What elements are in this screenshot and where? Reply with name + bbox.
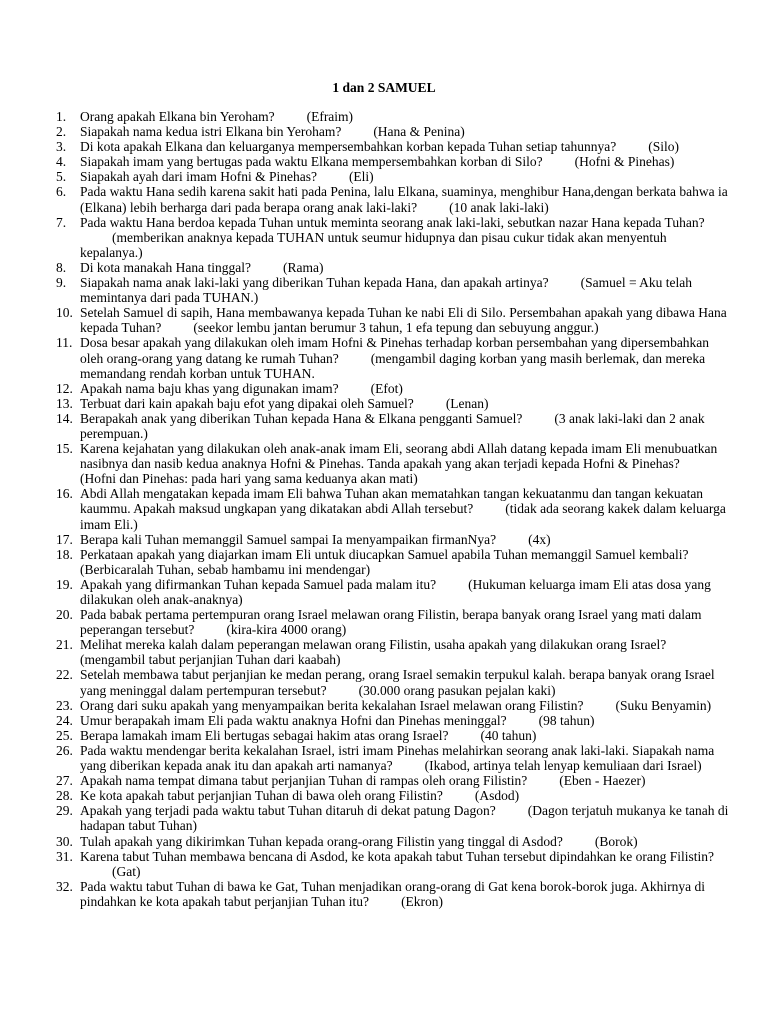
question-text: Siapakah ayah dari imam Hofni & Pinehas? bbox=[80, 169, 317, 185]
question-answer: (Eben - Haezer) bbox=[559, 773, 646, 789]
question-text: Berapa lamakah imam Eli bertugas sebagai hakim atas orang Israel? bbox=[80, 727, 449, 743]
question-text: Siapakah nama kedua istri Elkana bin Yeroham? bbox=[80, 124, 342, 140]
question-answer: (Silo) bbox=[648, 139, 679, 155]
question-answer: (mengambil daging korban yang masih berlemak, dan mereka memandang rendah korban untuk TUHAN. bbox=[80, 350, 706, 381]
question-answer: (seekor lembu jantan berumur 3 tahun, 1 efa tepung dan sebuyung anggur.) bbox=[193, 320, 599, 336]
question-answer: (Asdod) bbox=[474, 788, 520, 804]
question-text: Terbuat dari kain apakah baju efot yang dipakai oleh Samuel? bbox=[80, 395, 414, 411]
question-answer: (memberikan anaknya kepada TUHAN untuk seumur hidupnya dan pisau cukur tidak akan menyentuh kepalanya.) bbox=[80, 229, 667, 260]
question-number: 29. bbox=[56, 803, 73, 819]
question-text: Di kota apakah Elkana dan keluarganya mempersembahkan korban kepada Tuhan setiap tahunnya? bbox=[80, 139, 617, 155]
question-text: Berapakah anak yang diberikan Tuhan kepada Hana & Elkana pengganti Samuel? bbox=[80, 410, 523, 426]
question-text: Berapa kali Tuhan memanggil Samuel sampai Ia menyampaikan firmanNya? bbox=[80, 531, 497, 547]
question-number: 24. bbox=[56, 712, 73, 728]
question-number: 21. bbox=[56, 637, 73, 653]
question-number: 5. bbox=[56, 169, 67, 185]
question-item bbox=[56, 275, 730, 305]
question-number: 2. bbox=[56, 124, 67, 140]
question-text: Setelah membawa tabut perjanjian ke medan perang, orang Israel semakin terpukul kalah. berapa banyak orang Israel yang meninggal dalam pertempuran tersebut? bbox=[80, 667, 715, 698]
question-item bbox=[56, 305, 730, 335]
question-text: Melihat mereka kalah dalam peperangan melawan orang Filistin, usaha apakah yang dilakukan orang Israel? bbox=[80, 637, 667, 653]
question-answer: (Hana & Penina) bbox=[373, 124, 465, 140]
question-text: Perkataan apakah yang diajarkan imam Eli untuk diucapkan Samuel apabila Tuhan memanggil Samuel kembali? bbox=[80, 546, 689, 562]
question-number: 3. bbox=[56, 139, 67, 155]
question-number: 20. bbox=[56, 607, 73, 623]
question-item bbox=[56, 834, 730, 849]
question-text: Pada waktu tabut Tuhan di bawa ke Gat, Tuhan menjadikan orang-orang di Gat kena borok-borok juga. Akhirnya di pindahkan ke kota apakah tabut perjanjian Tuhan itu? bbox=[80, 878, 706, 909]
question-text: Karena tabut Tuhan membawa bencana di Asdod, ke kota apakah tabut Tuhan tersebut dipindahkan ke orang Filistin? bbox=[80, 848, 714, 864]
question-item bbox=[56, 441, 730, 486]
question-item bbox=[56, 849, 730, 879]
question-answer: (4x) bbox=[528, 531, 551, 547]
question-item bbox=[56, 139, 730, 154]
question-item bbox=[56, 879, 730, 909]
question-text: Di kota manakah Hana tinggal? bbox=[80, 259, 251, 275]
question-number: 9. bbox=[56, 275, 67, 291]
question-number: 7. bbox=[56, 214, 67, 230]
question-text: Siapakah imam yang bertugas pada waktu Elkana mempersembahkan korban di Silo? bbox=[80, 154, 543, 170]
question-number: 18. bbox=[56, 546, 73, 562]
question-item bbox=[56, 411, 730, 441]
question-number: 4. bbox=[56, 154, 67, 170]
question-text: Pada waktu Hana sedih karena sakit hati pada Penina, lalu Elkana, suaminya, menghibur Hana,dengan berkata bahwa ia (Elkana) lebih berharga dari pada berapa orang anak laki-laki? bbox=[80, 184, 728, 215]
question-answer: (Hofni & Pinehas) bbox=[574, 154, 675, 170]
question-answer: (Hofni dan Pinehas: pada hari yang sama keduanya akan mati) bbox=[80, 471, 418, 487]
question-number: 31. bbox=[56, 848, 73, 864]
question-text: Siapakah nama anak laki-laki yang diberikan Tuhan kepada Hana, dan apakah artinya? bbox=[80, 275, 549, 291]
question-text: Tulah apakah yang dikirimkan Tuhan kepada orang-orang Filistin yang tinggal di Asdod? bbox=[80, 833, 563, 849]
question-item bbox=[56, 773, 730, 788]
question-item bbox=[56, 109, 730, 124]
question-number: 1. bbox=[56, 109, 67, 124]
question-number: 22. bbox=[56, 667, 73, 683]
question-answer: (Lenan) bbox=[445, 395, 489, 411]
question-text: Orang dari suku apakah yang menyampaikan berita kekalahan Israel melawan orang Filistin? bbox=[80, 697, 584, 713]
question-number: 8. bbox=[56, 259, 67, 275]
question-number: 32. bbox=[56, 878, 73, 894]
question-item bbox=[56, 532, 730, 547]
question-item bbox=[56, 788, 730, 803]
question-number: 19. bbox=[56, 576, 73, 592]
question-number: 27. bbox=[56, 773, 73, 789]
question-item bbox=[56, 743, 730, 773]
question-list bbox=[56, 109, 730, 909]
question-text: Karena kejahatan yang dilakukan oleh anak-anak imam Eli, seorang abdi Allah datang kepada imam Eli menubuatkan nasibnya dan nasib kedua anaknya Hofni & Pinehas. Tanda apakah yang akan terjadi kepada Hofni & Pinehas? bbox=[80, 441, 718, 472]
question-text: Ke kota apakah tabut perjanjian Tuhan di bawa oleh orang Filistin? bbox=[80, 788, 443, 804]
question-item bbox=[56, 184, 730, 214]
question-text: Umur berapakah imam Eli pada waktu anaknya Hofni dan Pinehas meninggal? bbox=[80, 712, 507, 728]
question-number: 14. bbox=[56, 410, 73, 426]
question-item bbox=[56, 607, 730, 637]
question-item bbox=[56, 335, 730, 380]
question-item bbox=[56, 547, 730, 577]
question-answer: (Rama) bbox=[282, 259, 324, 275]
question-text: Apakah yang difirmankan Tuhan kepada Samuel pada malam itu? bbox=[80, 576, 437, 592]
question-text: Apakah yang terjadi pada waktu tabut Tuhan ditaruh di dekat patung Dagon? bbox=[80, 803, 496, 819]
question-item bbox=[56, 698, 730, 713]
question-answer: (Efraim) bbox=[306, 109, 354, 124]
question-number: 16. bbox=[56, 486, 73, 502]
question-answer: (kira-kira 4000 orang) bbox=[226, 622, 347, 638]
question-number: 30. bbox=[56, 833, 73, 849]
question-number: 23. bbox=[56, 697, 73, 713]
question-item bbox=[56, 577, 730, 607]
question-answer: (10 anak laki-laki) bbox=[449, 199, 549, 215]
question-answer: (Hukuman keluarga imam Eli atas dosa yang dilakukan oleh anak-anaknya) bbox=[80, 576, 711, 607]
question-answer: (3 anak laki-laki dan 2 anak perempuan.) bbox=[80, 410, 705, 441]
question-number: 28. bbox=[56, 788, 73, 804]
question-text: Pada waktu Hana berdoa kepada Tuhan untuk meminta seorang anak laki-laki, sebutkan nazar Hana kepada Tuhan? bbox=[80, 214, 705, 230]
question-answer: (Samuel = Aku telah memintanya dari pada TUHAN.) bbox=[80, 275, 693, 306]
question-number: 10. bbox=[56, 305, 73, 321]
question-item bbox=[56, 215, 730, 260]
question-item bbox=[56, 154, 730, 169]
question-item bbox=[56, 803, 730, 833]
question-item bbox=[56, 124, 730, 139]
question-answer: (Dagon terjatuh mukanya ke tanah di hadapan tabut Tuhan) bbox=[80, 803, 729, 834]
question-number: 17. bbox=[56, 531, 73, 547]
question-answer: (Borok) bbox=[594, 833, 638, 849]
question-text: Orang apakah Elkana bin Yeroham? bbox=[80, 109, 275, 124]
question-number: 6. bbox=[56, 184, 67, 200]
question-item bbox=[56, 728, 730, 743]
question-text: Setelah Samuel di sapih, Hana membawanya kepada Tuhan ke nabi Eli di Silo. Persembahan apakah yang dibawa Hana kepada Tuhan? bbox=[80, 305, 727, 336]
question-text: Dosa besar apakah yang dilakukan oleh imam Hofni & Pinehas terhadap korban persembahan yang dipersembahkan oleh orang-orang yang datang ke rumah Tuhan? bbox=[80, 335, 710, 366]
question-answer: (Eli) bbox=[348, 169, 374, 185]
question-item bbox=[56, 381, 730, 396]
question-item bbox=[56, 260, 730, 275]
question-answer: (98 tahun) bbox=[538, 712, 595, 728]
question-answer: (30.000 orang pasukan pejalan kaki) bbox=[358, 682, 556, 698]
question-answer: (Ikabod, artinya telah lenyap kemuliaan dari Israel) bbox=[424, 758, 702, 774]
question-text: Pada babak pertama pertempuran orang Israel melawan orang Filistin, berapa banyak orang Israel yang mati dalam peperangan tersebut? bbox=[80, 607, 702, 638]
question-item bbox=[56, 396, 730, 411]
question-number: 26. bbox=[56, 742, 73, 758]
document-title: 1 dan 2 SAMUEL bbox=[332, 80, 436, 95]
question-number: 15. bbox=[56, 441, 73, 457]
question-text: Pada waktu mendengar berita kekalahan Israel, istri imam Pinehas melahirkan seorang anak laki-laki. Siapakah nama yang diberikan kepada anak itu dan apakah arti namanya? bbox=[80, 742, 715, 774]
question-item bbox=[56, 169, 730, 184]
question-number: 11. bbox=[56, 335, 73, 351]
question-answer: (Ekron) bbox=[401, 893, 444, 909]
question-item bbox=[56, 637, 730, 667]
question-answer: (Suku Benyamin) bbox=[615, 697, 712, 713]
question-text: Abdi Allah mengatakan kepada imam Eli bahwa Tuhan akan mematahkan tangan kekuatanmu dan tangan kekuatan kaummu. Apakah maksud ungkapan yang dikatakan abdi Allah tersebut? bbox=[80, 486, 704, 517]
question-text: Apakah nama tempat dimana tabut perjanjian Tuhan di rampas oleh orang Filistin? bbox=[80, 773, 528, 789]
question-item bbox=[56, 486, 730, 531]
question-item bbox=[56, 667, 730, 697]
question-number: 25. bbox=[56, 727, 73, 743]
question-number: 13. bbox=[56, 395, 73, 411]
question-number: 12. bbox=[56, 380, 73, 396]
question-answer: (Gat) bbox=[112, 863, 141, 879]
question-answer: (tidak ada seorang kakek dalam keluarga imam Eli.) bbox=[80, 501, 726, 532]
question-answer: (Efot) bbox=[370, 380, 403, 396]
question-item bbox=[56, 713, 730, 728]
question-text: Apakah nama baju khas yang digunakan imam? bbox=[80, 380, 339, 396]
question-answer: (40 tahun) bbox=[480, 727, 537, 743]
question-answer: (mengambil tabut perjanjian Tuhan dari kaabah) bbox=[80, 652, 341, 668]
question-answer: (Berbicaralah Tuhan, sebab hambamu ini mendengar) bbox=[80, 561, 371, 577]
